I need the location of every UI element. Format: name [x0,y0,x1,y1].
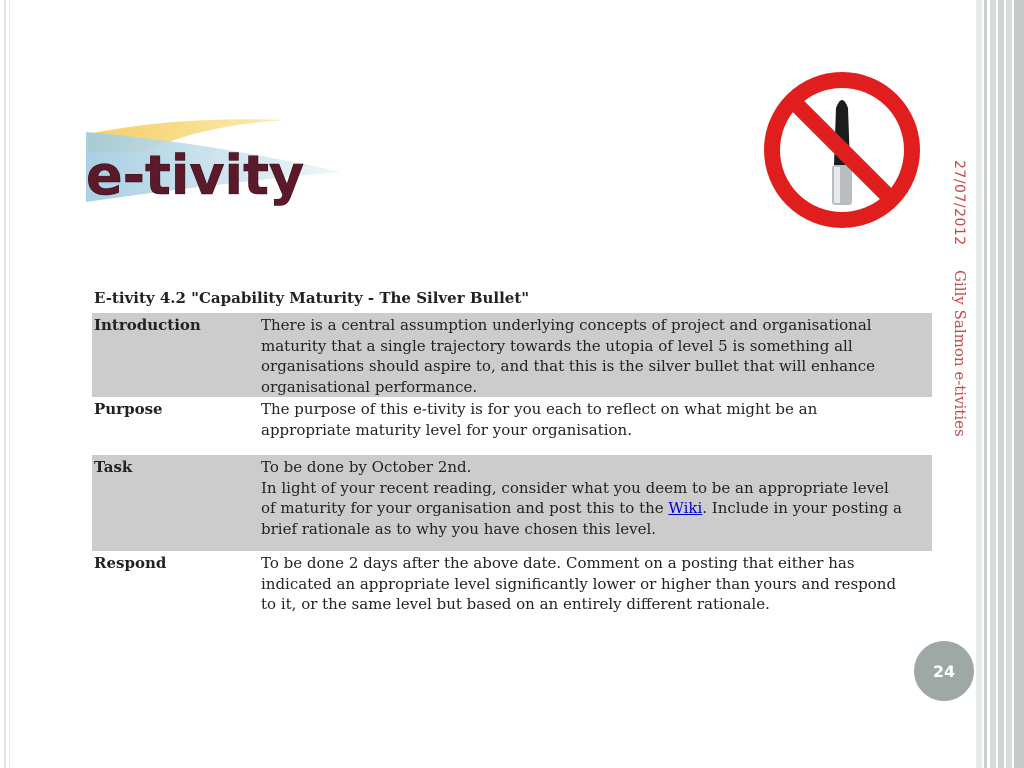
body-line: appropriate maturity level for your organisation. [261,420,632,439]
body-text: . Include in your posting a [702,499,902,517]
table-row-task [92,455,932,551]
body-line: The purpose of this e-tivity is for you each to reflect on what might be an [261,400,818,418]
right-decorative-stripes [976,0,1024,768]
body-line: To be done by October 2nd. [261,458,472,476]
body-line-with-link [261,498,932,519]
body-line: indicated an appropriate level significantly lower or higher than yours and respond [261,574,897,593]
body-line: brief rationale as to why you have chosen this level. [261,519,657,538]
row-body [259,551,932,619]
table-row-respond [92,551,932,619]
row-heading: Introduction [94,316,201,334]
row-body [259,313,932,397]
body-line: to it, or the same level but based on an entirely different rationale. [261,595,770,613]
body-line: In light of your recent reading, consider what you deem to be an appropriate level [261,478,889,497]
left-border-line [4,0,6,768]
side-author: Gilly Salmon e-tivities [951,270,969,437]
body-line: To be done 2 days after the above date. Comment on a posting that either has [261,554,855,572]
wiki-link[interactable]: Wiki [668,499,703,517]
side-date: 27/07/2012 [951,160,967,246]
row-heading: Purpose [94,400,163,418]
body-line: organisational performance. [261,377,478,396]
e-tivity-logo [86,112,346,212]
row-heading: Respond [94,554,167,572]
table-row-purpose [92,397,932,455]
page-number-badge: 24 [914,641,974,701]
no-silver-bullet-icon [762,70,922,230]
left-border-line-inner [9,0,10,768]
body-line: organisations should aspire to, and that this is the silver bullet that will enhance [261,357,876,375]
logo-text: e-tivity [86,144,305,207]
row-body [259,397,932,455]
row-body [259,455,932,551]
body-line: maturity that a single trajectory towards the utopia of level 5 is something all [261,336,853,355]
table-row-introduction [92,313,932,397]
row-heading: Task [94,458,133,476]
body-text: of maturity for your organisation and post this to the [261,499,669,517]
etivity-title: E-tivity 4.2 "Capability Maturity - The Silver Bullet" [94,289,530,307]
body-line: There is a central assumption underlying concepts of project and organisational [261,316,872,334]
etivity-table [92,286,932,619]
